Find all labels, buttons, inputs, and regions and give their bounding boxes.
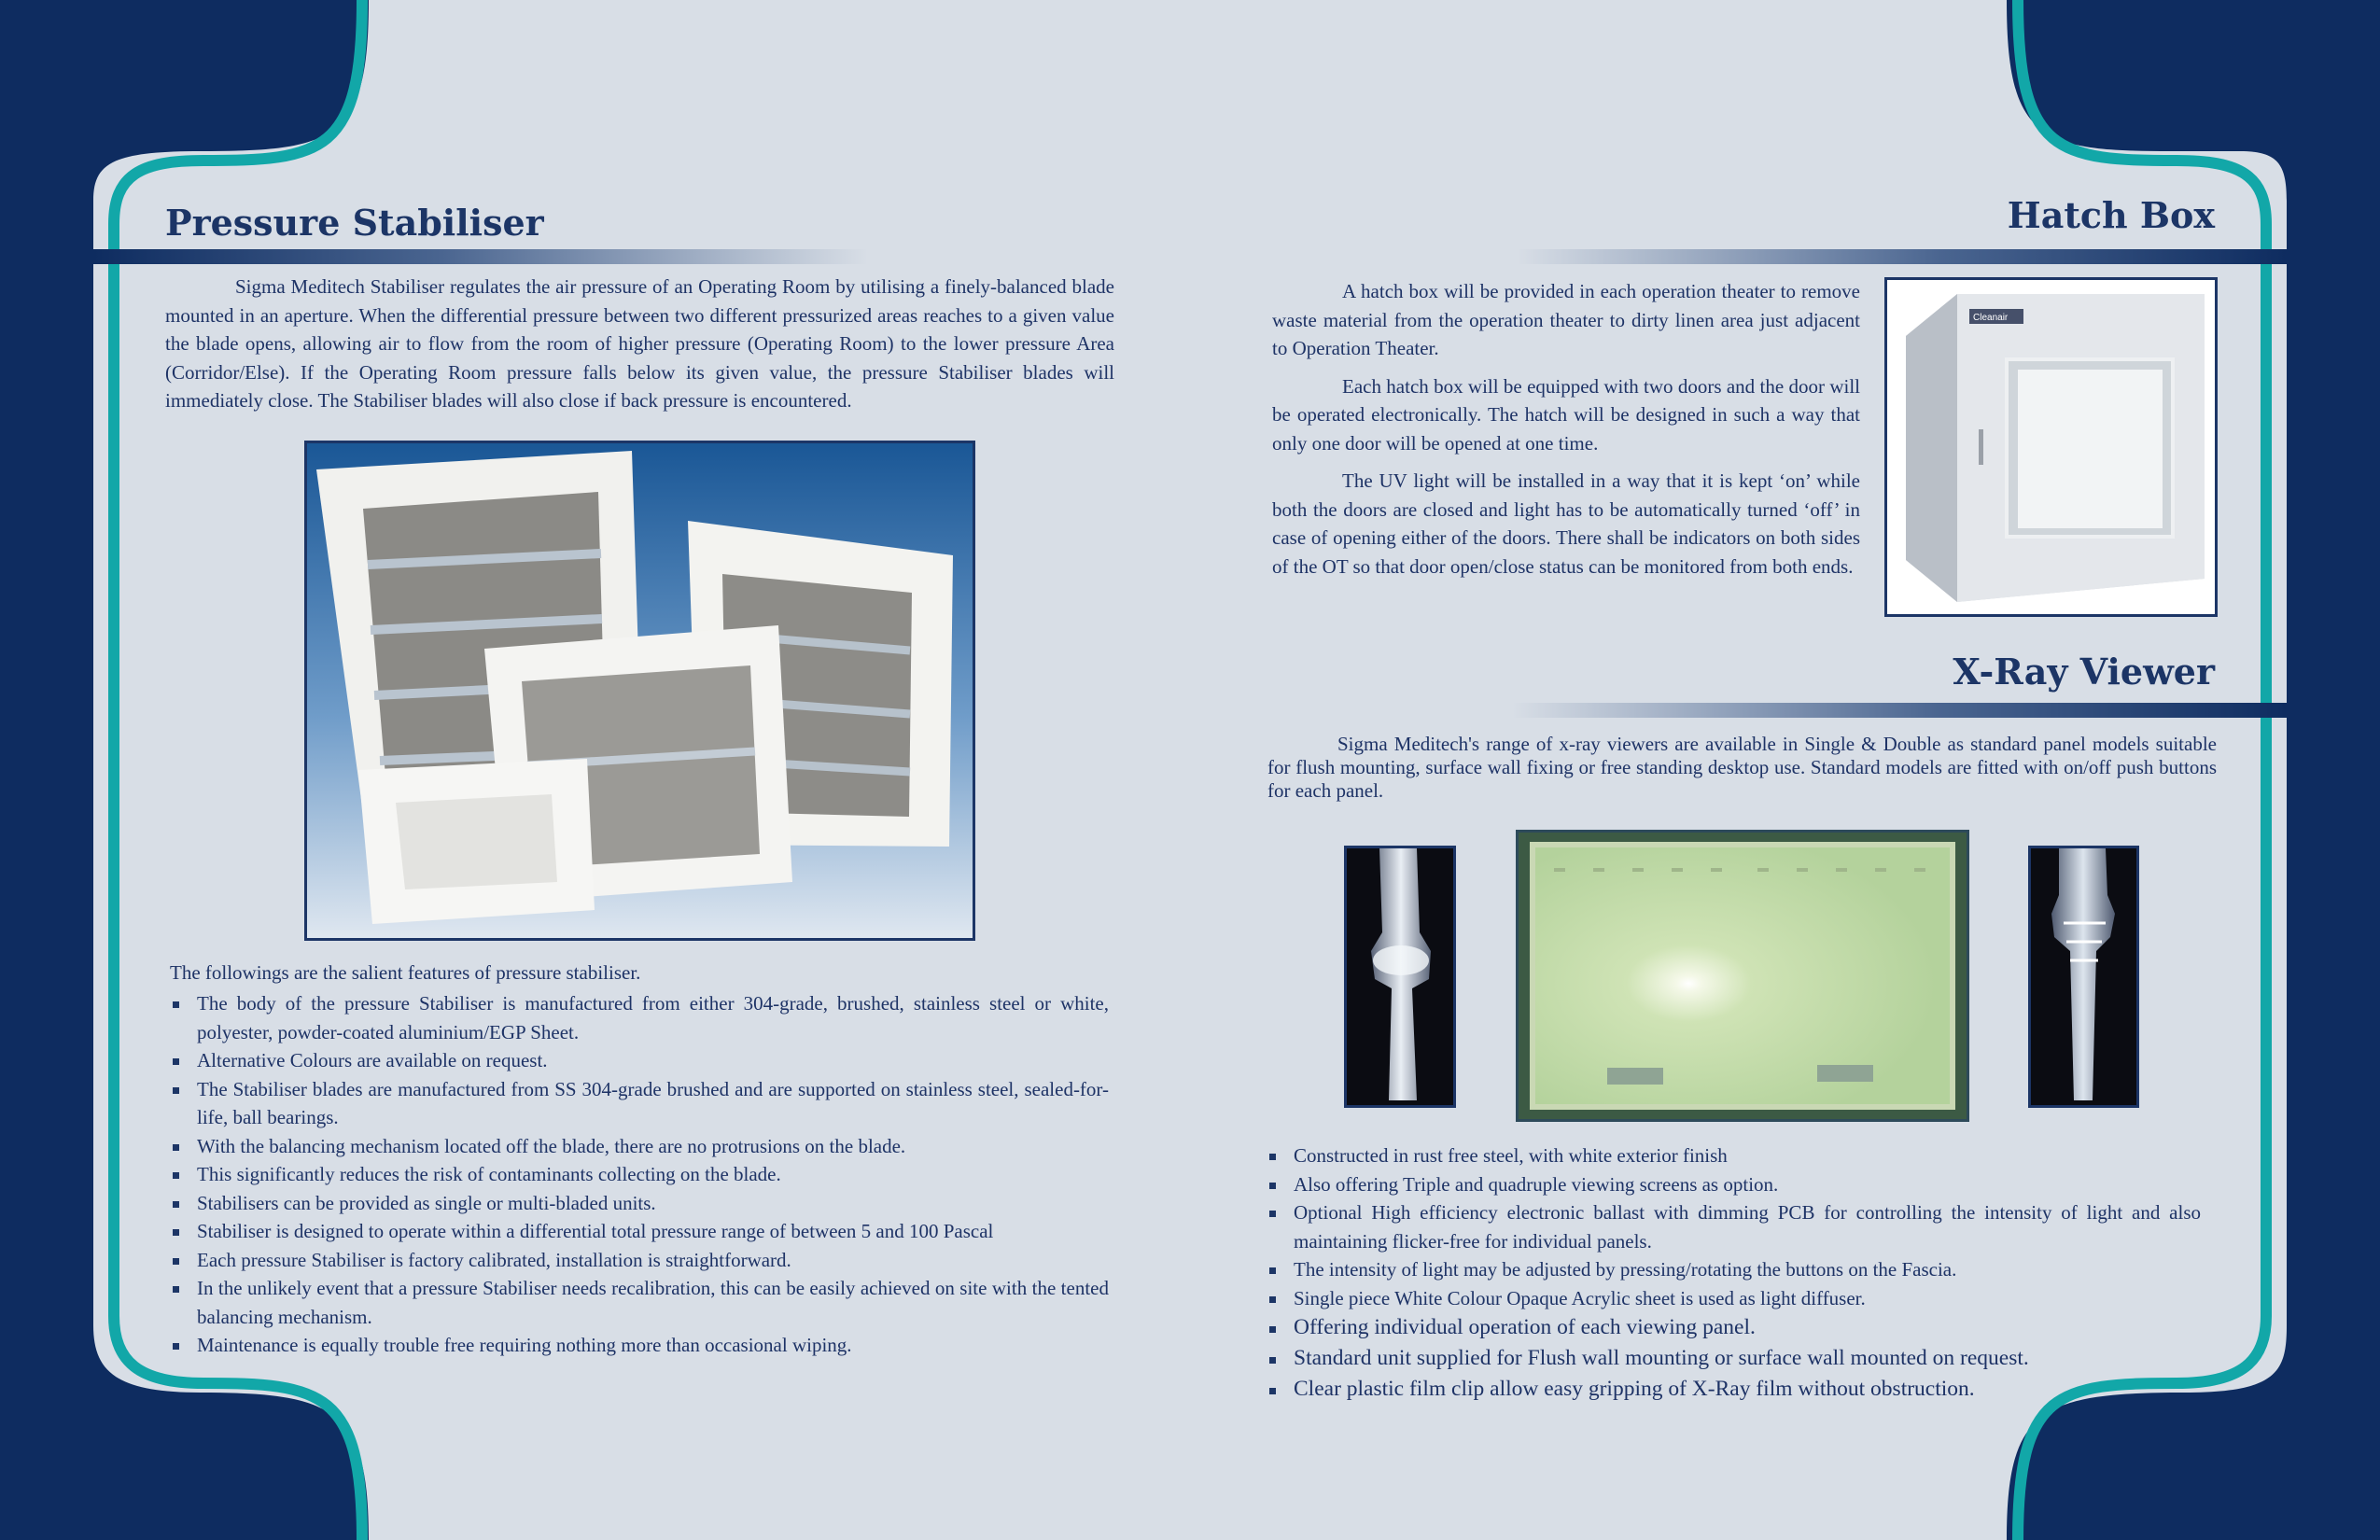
feature-item: The body of the pressure Stabiliser is manufactured from either 304-grade, brushed, stainless steel or white, polyester, powder-coated aluminium/EGP Sheet.	[171, 989, 1109, 1046]
hatch-box-paragraph: The UV light will be installed in a way that it is kept ‘on’ while both the doors are closed and light has to be automatically turned ‘off’ in case of opening either of the doors. There shall be indicators on both sides of the OT so that door open/close status can be monitored from both ends.	[1272, 469, 1860, 578]
hatch-box-title: Hatch Box	[2007, 194, 2215, 236]
feature-item: In the unlikely event that a pressure Stabiliser needs recalibration, this can be easily achieved on site with the tented balancing mechanism.	[171, 1274, 1109, 1331]
feature-item: Stabilisers can be provided as single or multi-bladed units.	[171, 1189, 1109, 1218]
feature-item: Maintenance is equally trouble free requiring nothing more than occasional wiping.	[171, 1331, 1109, 1360]
hatch-box-paragraph: A hatch box will be provided in each operation theater to remove waste material from the operation theater to dirty linen area just adjacent to Operation Theater.	[1272, 280, 1860, 359]
pressure-stabiliser-paragraph: Sigma Meditech Stabiliser regulates the air pressure of an Operating Room by utilising a finely-balanced blade mounted in an aperture. When the differential pressure between two different pressurized areas reaches to a given value the blade opens, allowing air to flow from the room of higher pressure (Operating Room) to the lower pressure Area (Corridor/Else). If the Operating Room pressure falls below its given value, the pressure Stabiliser blades will immediately close. The Stabiliser blades will also close if back pressure is encountered.	[165, 275, 1114, 412]
pressure-stabiliser-rule	[93, 249, 868, 264]
xray-viewer-rule	[1512, 703, 2287, 718]
feature-item: With the balancing mechanism located off the blade, there are no protrusions on the blade.	[171, 1132, 1109, 1161]
feature-item: Single piece White Colour Opaque Acrylic sheet is used as light diffuser.	[1267, 1284, 2201, 1313]
hatch-box-description	[1272, 277, 1860, 581]
xray-viewer-title: X-Ray Viewer	[1953, 651, 2215, 693]
xray-viewer-panel-image	[1516, 830, 1969, 1122]
feature-item: Optional High efficiency electronic ballast with dimming PCB for controlling the intensity of light and also maintaining flicker-free for individual panels.	[1267, 1198, 2201, 1255]
feature-item: Each pressure Stabiliser is factory calibrated, installation is straightforward.	[171, 1246, 1109, 1275]
hatch-box-photo	[1884, 277, 2218, 617]
pressure-stabiliser-title: Pressure Stabiliser	[165, 202, 544, 244]
hatch-box-rule	[1517, 249, 2287, 264]
feature-item: Constructed in rust free steel, with white exterior finish	[1267, 1141, 2201, 1170]
xray-film-knee-image	[1344, 846, 1456, 1108]
feature-item: Offering individual operation of each viewing panel.	[1267, 1312, 2201, 1343]
xray-viewer-description	[1267, 733, 2217, 803]
features-intro: The followings are the salient features of pressure stabiliser.	[170, 961, 641, 984]
pressure-stabiliser-features	[171, 989, 1109, 1360]
feature-item: Also offering Triple and quadruple viewing screens as option.	[1267, 1170, 2201, 1199]
feature-item: The Stabiliser blades are manufactured from SS 304-grade brushed and are supported on stainless steel, sealed-for-life, ball bearings.	[171, 1075, 1109, 1132]
pressure-stabiliser-photo	[304, 441, 975, 941]
feature-item: The intensity of light may be adjusted by pressing/rotating the buttons on the Fascia.	[1267, 1255, 2201, 1284]
hatch-box-brand-label: Cleanair	[1973, 313, 2009, 323]
feature-item: Clear plastic film clip allow easy gripping of X-Ray film without obstruction.	[1267, 1374, 2201, 1405]
feature-item: Standard unit supplied for Flush wall mounting or surface wall mounted on request.	[1267, 1343, 2201, 1374]
xray-viewer-paragraph: Sigma Meditech's range of x-ray viewers are available in Single & Double as standard panel models suitable for flush mounting, surface wall fixing or free standing desktop use. Standard models are fitted with on/off push buttons for each panel.	[1267, 733, 2217, 802]
xray-film-leg-image	[2028, 846, 2139, 1108]
hatch-box-paragraph: Each hatch box will be equipped with two doors and the door will be operated electronically. The hatch will be designed in such a way that only one door will be opened at one time.	[1272, 374, 1860, 455]
feature-item: Stabiliser is designed to operate within a differential total pressure range of between 5 and 100 Pascal	[171, 1217, 1109, 1246]
pressure-stabiliser-description	[165, 273, 1114, 415]
feature-item: This significantly reduces the risk of contaminants collecting on the blade.	[171, 1160, 1109, 1189]
feature-item: Alternative Colours are available on request.	[171, 1046, 1109, 1075]
xray-viewer-features	[1267, 1141, 2201, 1405]
